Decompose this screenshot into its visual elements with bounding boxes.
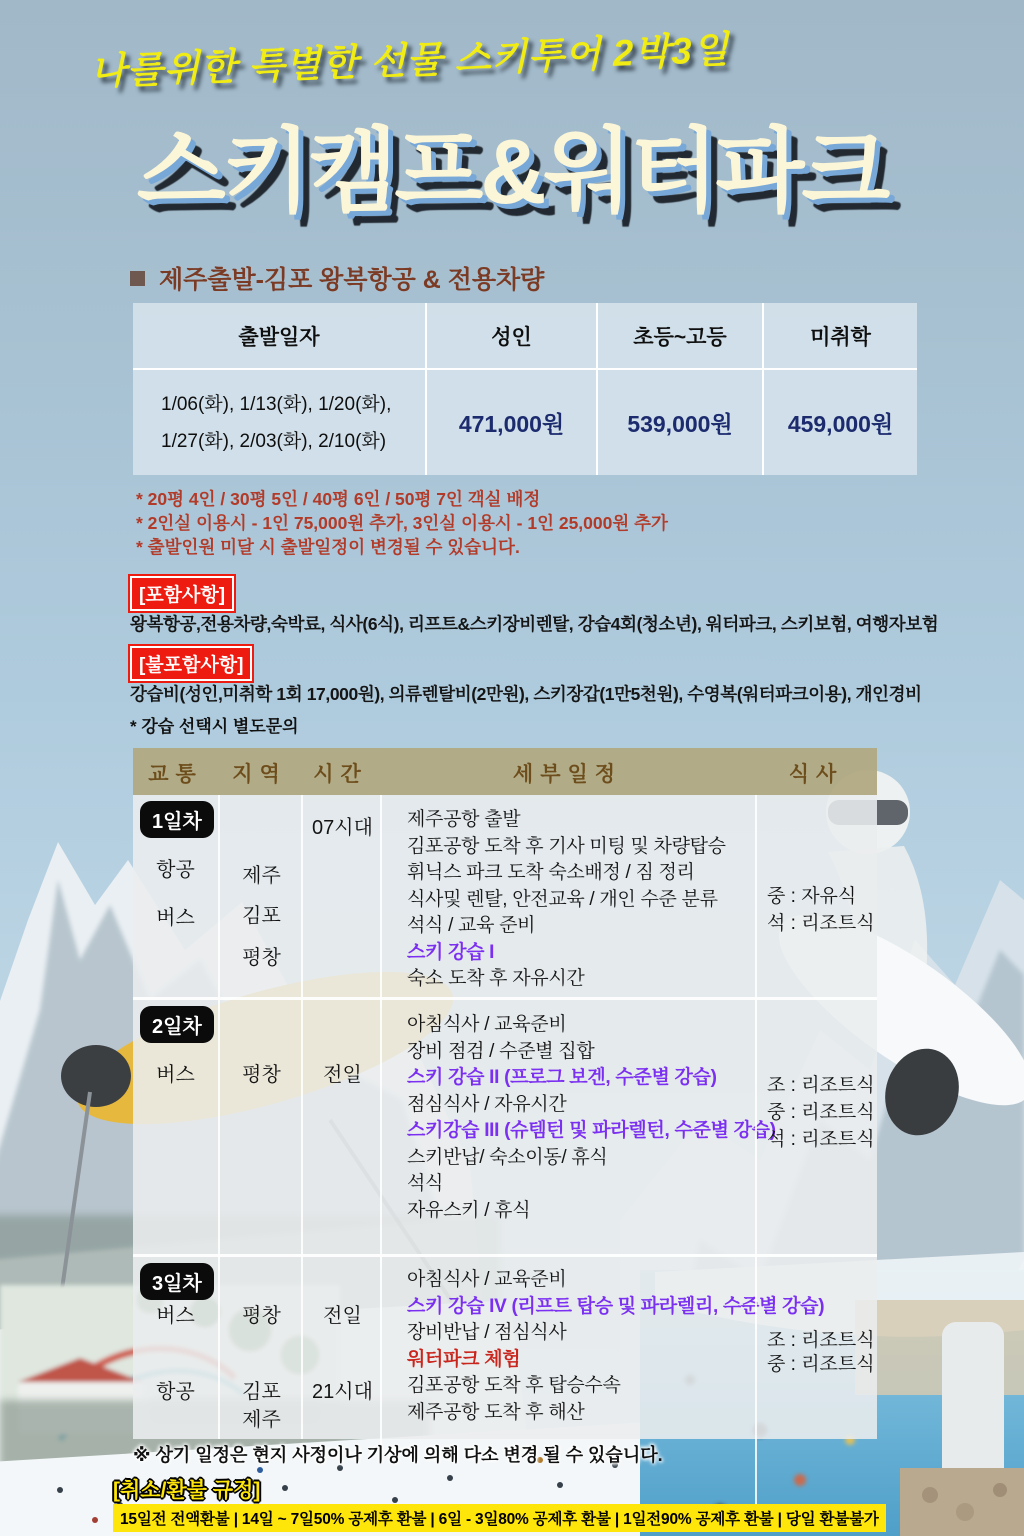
tagline: 나를위한 특별한 선물 스키투어 2박3일 (89, 28, 731, 93)
room-notes (136, 487, 668, 559)
itinerary-line: 식사및 렌탈, 안전교육 / 개인 수준 분류 (407, 888, 718, 910)
day2-region-col (218, 1000, 303, 1257)
excluded-text: 강습비(성인,미취학 1회 17,000원), 의류렌탈비(2만원), 스키장갑(1만5천원), 수영복(워터파크이용), 개인경비 (130, 684, 922, 704)
price-col-departure: 출발일자 (133, 303, 425, 370)
ski-lesson-3-line: 스키강습 III (슈템턴 및 파라렐턴, 수준별 강습) (407, 1120, 776, 1141)
ski-lesson-1-line: 스키 강습 I (407, 941, 495, 963)
day2-badge: 2일차 (140, 1006, 214, 1043)
time-label: 07시대 (312, 817, 373, 839)
ski-lesson-2-line: 스키 강습 II (프로그 보겐, 수준별 강습) (407, 1067, 717, 1088)
day2-transport-col (133, 1000, 218, 1257)
itinerary-line: 제주공항 도착 후 해산 (407, 1401, 585, 1423)
transport-label: 항공 (156, 859, 195, 881)
preschool-price: 459,000원 (762, 370, 917, 475)
day3-meals (755, 1257, 889, 1511)
schedule-day-2 (133, 997, 877, 1257)
price-col-preschool: 미취학 (762, 303, 917, 370)
meal-line: 석 : 리조트식 (767, 1129, 875, 1150)
schedule-day-1 (133, 795, 877, 997)
dates-line-2: 1/27(화), 2/03(화), 2/10(화) (161, 430, 387, 452)
day1-itinerary (380, 795, 782, 1009)
refund-policy-label: [취소/환불 규정] (113, 1479, 261, 1502)
included-text: 왕복항공,전용차량,숙박료, 식사(6식), 리프트&스키장비렌탈, 강습4회(청소년), 워터파크, 스키보험, 여행자보험 (130, 614, 939, 634)
header-region: 지역 (232, 763, 287, 786)
excluded-label: [불포함사항] (130, 646, 252, 681)
itinerary-line: 숙소 도착 후 자유시간 (407, 968, 585, 989)
itinerary-line: 김포공항 도착 후 기사 미팅 및 차량탑승 (407, 835, 726, 857)
region-label: 평창 (242, 1305, 281, 1327)
departure-dates (133, 370, 425, 475)
change-notice: ※ 상기 일정은 현지 사정이나 기상에 의해 다소 변경 될 수 있습니다. (133, 1445, 663, 1465)
adult-price: 471,000원 (425, 370, 596, 475)
transport-label: 버스 (156, 1064, 195, 1086)
itinerary-line: 석식 (407, 1173, 444, 1194)
ski-lesson-4-line: 스키 강습 IV (리프트 탑승 및 파라렐리, 수준별 강습) (407, 1295, 825, 1317)
time-label: 전일 (323, 1064, 362, 1086)
region-label: 제주 (242, 865, 281, 887)
time-label: 21시대 (312, 1381, 373, 1403)
day2-time-col (301, 1000, 382, 1257)
region-label: 김포 (242, 1381, 281, 1403)
itinerary-line: 제주공항 출발 (407, 809, 521, 830)
itinerary-line: 석식 / 교육 준비 (407, 915, 536, 936)
itinerary-line: 점심식사 / 자유시간 (407, 1093, 567, 1115)
itinerary-line: 아침식사 / 교육준비 (407, 1014, 567, 1035)
transport-label: 항공 (156, 1381, 195, 1403)
schedule-header-row (133, 748, 877, 795)
meal-line: 중 : 리조트식 (767, 1354, 875, 1375)
header-meals: 식사 (788, 763, 844, 786)
itinerary-line: 장비반납 / 점심식사 (407, 1322, 567, 1343)
refund-policy-text: 15일전 전액환불 | 14일 ~ 7일50% 공제후 환불 | 6일 - 3일80% 공제후 환불 | 1일전90% 공제후 환불 | 당일 환불불가 (113, 1504, 886, 1532)
itinerary-line: 휘닉스 파크 도착 숙소배정 / 짐 정리 (407, 862, 695, 883)
header-itinerary: 세부일정 (512, 763, 623, 786)
lesson-inquiry-note: * 강습 선택시 별도문의 (130, 717, 299, 736)
day3-transport-col (133, 1257, 218, 1439)
price-col-adult: 성인 (425, 303, 596, 370)
meal-line: 조 : 리조트식 (767, 1075, 875, 1096)
region-label: 제주 (242, 1409, 281, 1431)
meal-line: 석 : 리조트식 (767, 913, 875, 934)
transport-label: 버스 (156, 1305, 195, 1327)
itinerary-line: 김포공항 도착 후 탑승수속 (407, 1375, 621, 1396)
day1-time-col (301, 795, 382, 997)
meal-line: 중 : 리조트식 (767, 1102, 875, 1123)
route-header-label: 제주출발-김포 왕복항공 & 전용차량 (159, 266, 545, 294)
dates-line-1: 1/06(화), 1/13(화), 1/20(화), (161, 393, 392, 415)
note-line: * 2인실 이용시 - 1인 75,000원 추가, 3인실 이용시 - 1인 25,000원 추가 (136, 513, 668, 533)
header-transport: 교통 (148, 763, 203, 786)
region-label: 평창 (242, 1064, 281, 1086)
meal-line: 조 : 리조트식 (767, 1330, 875, 1351)
itinerary-line: 장비 점검 / 수준별 집합 (407, 1040, 595, 1062)
day3-region-col (218, 1257, 303, 1439)
itinerary-line: 스키반납/ 숙소이동/ 휴식 (407, 1146, 608, 1168)
waterpark-line: 워터파크 체험 (407, 1348, 521, 1370)
itinerary-line: 자유스키 / 휴식 (407, 1199, 531, 1221)
schedule-day-3 (133, 1254, 877, 1439)
price-table (133, 303, 917, 475)
price-col-student: 초등~고등 (596, 303, 762, 370)
day3-badge: 3일차 (140, 1263, 214, 1300)
included-label: [포함사항] (130, 576, 234, 611)
poster-title: 스키캠프&워터파크 (136, 121, 888, 223)
note-line: * 출발인원 미달 시 출발일정이 변경될 수 있습니다. (136, 537, 520, 557)
region-label: 평창 (242, 947, 281, 969)
day1-region-col (218, 795, 303, 997)
meal-line: 중 : 자유식 (767, 886, 857, 907)
day1-badge: 1일차 (140, 801, 214, 838)
day2-itinerary (380, 1000, 782, 1269)
region-label: 김포 (242, 905, 281, 927)
student-price: 539,000원 (596, 370, 762, 475)
header-time: 시간 (313, 763, 368, 786)
route-header (130, 260, 544, 296)
square-bullet-icon (130, 271, 145, 286)
day1-transport-col (133, 795, 218, 997)
transport-label: 버스 (156, 907, 195, 929)
time-label: 전일 (323, 1305, 362, 1327)
note-line: * 20평 4인 / 30평 5인 / 40평 6인 / 50평 7인 객실 배정 (136, 489, 541, 509)
day3-time-col (301, 1257, 382, 1439)
itinerary-line: 아침식사 / 교육준비 (407, 1269, 567, 1290)
